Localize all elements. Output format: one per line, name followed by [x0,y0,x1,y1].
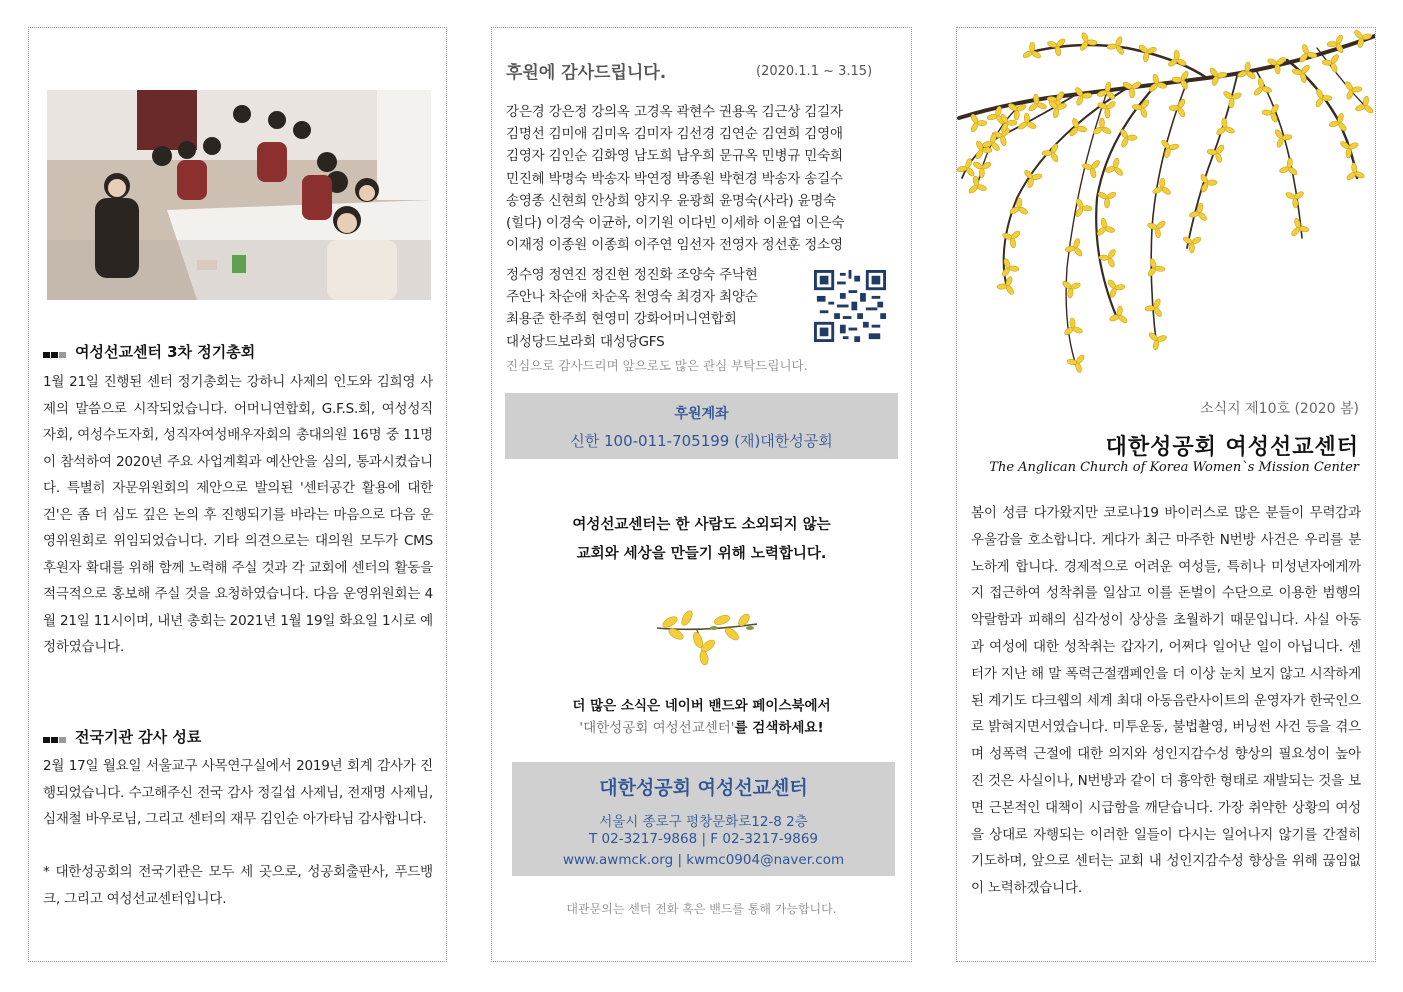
left-panel [28,27,447,962]
forsythia-petal [979,168,985,178]
account-number: 신한 100-011-705199 (재)대한성공회 [570,432,833,450]
middle-panel [491,27,912,962]
forsythia-petal [970,122,980,133]
forsythia-petal [1257,78,1264,89]
forsythia-petal [972,161,983,171]
forsythia-petal [1339,140,1350,150]
forsythia-petal [965,158,973,169]
forsythia-petal [1352,86,1363,92]
qr-code-icon[interactable] [814,270,886,342]
contact-web[interactable]: www.awmck.org | kwmc0904@naver.com [562,852,845,868]
forsythia-petal [1315,88,1324,99]
forsythia-petal [1026,121,1037,130]
donor-line: 정수영 정연진 정진현 정진화 조양숙 주낙현 [506,267,758,283]
forsythia-petal [1292,68,1303,75]
donor-line: 김명선 김미애 김미옥 김미자 김선경 김연순 김연희 김영애 [506,126,843,143]
forsythia-petal [972,176,979,187]
search-notice [492,695,911,739]
forsythia-branch-icon [957,28,1375,388]
donor-list [506,101,896,256]
account-label: 후원계좌 [674,406,729,422]
forsythia-petal [1017,121,1028,131]
forsythia-petal [1107,248,1117,259]
donor-line: 이재정 이종원 이종희 이주연 임선자 전영자 정선훈 정소영 [506,237,843,254]
issue-number: 소식지 제10호 (2020 봄) [1200,401,1359,417]
forsythia-petal [1348,141,1359,150]
forsythia-petal [977,120,987,125]
slogan-line: 여성선교센터는 한 사람도 소외되지 않는 [572,517,831,533]
forsythia-petal [1222,90,1233,100]
forsythia-petal [1115,36,1124,47]
forsythia-petal [1143,52,1150,63]
forsythia-petal [1153,298,1162,309]
donor-line: 김영자 김인순 김화영 남도희 남우희 문규옥 민병규 민숙희 [506,148,843,165]
forsythia-petal [1117,314,1128,324]
intro-text: 봄이 성큼 다가왔지만 코로나19 바이러스로 많은 분들이 무력감과 우울감을 호소합니다. 게다가 최근 마주한 N번방 사건은 우리를 분노하게 합니다. 경제적으로 어려운 여성들, 특히나 미성년자에게까지 접근하여 성착취를 일삼고 이를 돈벌이 수단으로 이용한 범행의 악랄함과 피해의 심각성이 상상을 초월하기 때문입니다. 사실 아동과 여성에 대한 성착취는 갑자기, 어쩌다 일어난 일이 아닙니다. 센터가 지난 해 말 폭력근절캠페인을 더 이상 눈치 보지 않고 시작하게 된 계기도 다크웹의 세계 최대 아동음란사이트의 운영자가 한국인으로 밝혀지면서였습니다. 미투운동, 불법촬영, 버닝썬 사건 등을 겪으며 성폭력 근절에 대한 의지와 성인지감수성 향상의 필요성이 높아진 것은 사실이나, N번방과 같이 더 흉악한 형태로 재발되는 것을 보면 근본적인 대책이 시급함을 깨닫습니다. 가장 취약한 상황의 여성을 상대로 자행되는 이러한 일들이 다시는 일어나지 않기를 간절히 기도하며, 앞으로 센터는 교회 내 성인지감수성 향상을 위해 끊임없이 노력하겠습니다. [971,505,1361,897]
forsythia-petal [1262,110,1272,116]
bullet-icon [43,729,67,747]
forsythia-petal [1116,306,1123,317]
forsythia-petal [1362,96,1369,107]
forsythia-petal [1052,107,1059,118]
forsythia-petal [1169,105,1179,110]
forsythia-petal [1076,125,1087,132]
forsythia-petal [1140,107,1148,118]
forsythia-petal [1189,211,1200,219]
donor-list-continued [506,264,806,353]
forsythia-petal [1101,126,1112,135]
contact-box [512,762,895,876]
forsythia-petal [1016,198,1022,208]
forsythia-petal [1072,326,1083,335]
forsythia-sprig-icon [652,598,762,668]
forsythia-petal [1073,238,1081,249]
forsythia-petal [1159,178,1165,188]
forsythia-petal [1104,198,1109,208]
thanks-heading: 후원에 감사드립니다. [506,63,667,83]
section2-note: * 대한성공회의 전국기관은 모두 세 곳으로, 성공회출판사, 푸드뱅크, 그리고 여성선교센터입니다. [43,864,433,907]
forsythia-petal [1217,72,1228,79]
forsythia-petal [1099,255,1109,261]
contact-address: 서울시 종로구 평창문화로12-8 2층 [599,814,808,830]
forsythia-petal [1322,59,1332,65]
forsythia-petal [1042,150,1052,155]
forsythia-petal [1322,95,1332,100]
search-line-tail: 를 검색하세요! [734,720,824,736]
forsythia-petal [1129,88,1134,98]
forsythia-petal [1099,118,1104,128]
donor-line: 강은경 강은정 강의옥 고경옥 곽현수 권용옥 김근상 김길자 [506,104,843,120]
forsythia-petal [1100,218,1107,229]
forsythia-petal [1070,282,1081,291]
forsythia-petal [1029,42,1035,52]
forsythia-petal [1147,222,1158,230]
forsythia-petal [1152,339,1159,350]
donor-line: 대성당드보라회 대성당GFS [506,333,665,350]
forsythia-petal [1286,158,1293,169]
donor-line: 민진혜 박명숙 박송자 박연정 박종원 박현경 박송자 송길수 [506,170,843,187]
search-line [492,717,911,739]
group-photo [47,90,431,300]
section2-heading: 전국기관 감사 성료 [43,726,201,747]
forsythia-petal [1105,166,1116,174]
forsythia-petal [1189,243,1194,253]
closing-message: 진심으로 감사드리며 앞으로도 많은 관심 부탁드립니다. [506,358,808,373]
forsythia-petal [1298,225,1309,232]
section1-body: 1월 21일 진행된 센터 정기총회는 강하니 사제의 인도와 김희영 사제의 말씀으로 시작되었습니다. 어머니연합회, G.F.S.회, 여성성직자회, 여성수도자회, 성직자여성배우자회의 총대의원 16명 중 11명이 참석하여 2020년 주요 사업계획과 예산안을 심의, 통과시켰습니다. 특별히 자문위원회의 제안으로 발의된 '센터공간 활용에 대한 건'은 좀 더 심도 깊은 논의 후 진행되기를 바라는 마음으로 다음 운영위원회로 위임되었습니다. 기타 의견으로는 대의원 모두가 CMS후원자 확대를 위해 함께 노력해 주실 것과 각 교회에 센터의 활동을 적극적으로 홍보해 주실 것을 요청하였습니다. 다음 운영위원회는 4월 21일 11시이며, 내년 총회는 2021년 1월 19일 화요일 1시로 예정하였습니다. [43,374,433,655]
forsythia-petal [1155,265,1166,272]
forsythia-petal [1075,95,1084,106]
contact-phone: T 02-3217-9868 | F 02-3217-9869 [589,831,818,847]
forsythia-petal [1270,103,1280,114]
forsythia-petal [1224,126,1235,135]
forsythia-petal [1115,284,1126,291]
donor-line: 최용준 한주희 현영미 강화어머니연합회 [506,311,737,328]
forsythia-petal [1292,198,1298,208]
forsythia-petal [1315,97,1325,108]
forsythia-petal [1005,284,1015,295]
forsythia-petal [1036,102,1047,110]
search-keyword: '대한성공회 여성선교센터' [579,720,735,736]
forsythia-petal [1336,113,1344,124]
slogan-line: 교회와 세상을 만들기 위해 노력합니다. [576,546,827,562]
forsythia-petal [1097,191,1108,201]
donor-line: 송영종 신현희 안상희 양지우 윤광희 윤명숙(사라) 윤명숙 [506,192,837,209]
forsythia-petal [982,140,993,148]
forsythia-petal [1354,171,1365,180]
section2-body: 2월 17일 월요일 서울교구 사목연구실에서 2019년 회계 감사가 진행되었습니다. 수고해주신 전국 감사 정길섭 사제님, 전재명 사제님, 심재철 바우로님, 그리고 센터의 재무 김인순 아가타님 감사합니다. [43,758,433,827]
forsythia-petal [1115,44,1125,55]
donor-line: 주안나 차순애 차순옥 천영숙 최경자 최양순 [506,289,758,306]
account-box [505,393,898,459]
forsythia-petal [1215,152,1223,163]
search-line: 더 많은 소식은 네이버 밴드와 페이스북에서 [572,698,831,714]
rental-note: 대관문의는 센터 전화 혹은 밴드를 통해 가능합니다. [566,902,837,916]
donor-line: (힐다) 이경숙 이균하, 이기원 이다빈 이세하 이윤엽 이은숙 [506,215,845,232]
forsythia-petal [1104,108,1110,118]
donation-period: (2020.1.1 ~ 3.15) [756,64,873,79]
forsythia-petal [1075,362,1083,373]
forsythia-petal [1172,77,1182,83]
forsythia-petal [1153,307,1163,318]
contact-title: 대한성공회 여성선교센터 [599,777,808,799]
slogan [492,511,911,569]
forsythia-petal [1120,137,1129,148]
right-panel [956,27,1376,962]
organization-title: 대한성공회 여성선교센터 [1105,435,1359,460]
organization-subtitle: The Anglican Church of Korea Women`s Mission Center [989,460,1359,475]
forsythia-petal [1009,265,1020,271]
forsythia-petal [1082,163,1093,171]
bullet-icon [43,344,67,362]
section1-heading: 여성선교센터 3차 정기총회 [43,341,255,362]
forsythia-petal [1092,126,1103,136]
forsythia-petal [1327,41,1337,47]
forsythia-petal [1330,53,1340,64]
